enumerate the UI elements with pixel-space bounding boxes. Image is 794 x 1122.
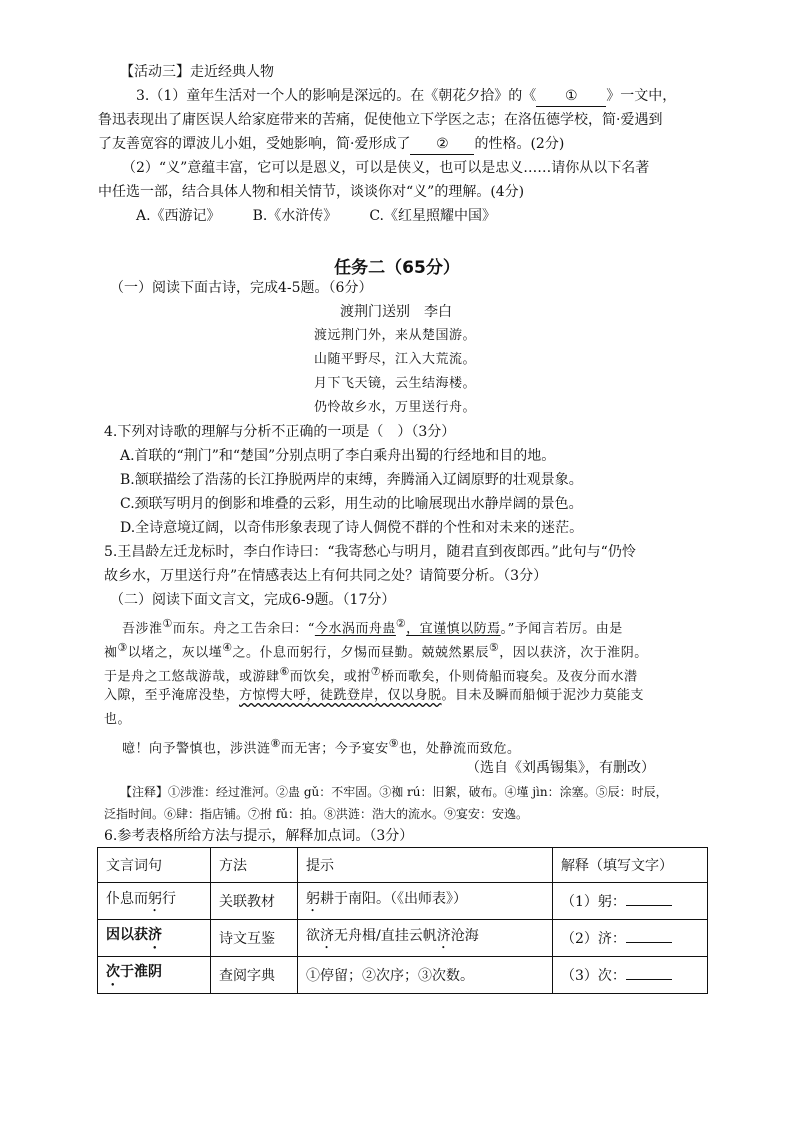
row3-phrase: 次于淮阴 <box>98 957 211 994</box>
task2-title: 任务二（65分） <box>334 258 460 278</box>
note-ref: ⑦ <box>370 665 381 678</box>
row2-hint: 欲济无舟楫/直挂云帆济沧海 <box>298 920 553 957</box>
q3-1-text-a: 3.（1）童年生活对一个人的影响是深远的。在《朝花夕拾》的《 <box>136 88 537 104</box>
blank-2[interactable]: ② <box>410 134 474 155</box>
poem-line-1: 渡远荆门外，来从楚国游。 <box>314 328 477 343</box>
table-row <box>98 920 708 957</box>
note-ref: ② <box>395 617 407 630</box>
notes-line2: 泛指时间。⑥肆：指店铺。⑦拊 fǔ：拍。⑧洪涟：浩大的流水。⑨宴安：安逸。 <box>104 807 528 821</box>
option-a[interactable]: A.《西游记》 <box>136 208 221 224</box>
poem-line-2: 山随平野尽，江入大荒流。 <box>314 352 477 367</box>
blank-1[interactable]: ① <box>536 86 606 107</box>
poem-author: 李白 <box>424 304 452 320</box>
option-c[interactable]: C.《红星照耀中国》 <box>369 208 496 224</box>
row2-method: 诗文互鉴 <box>211 920 298 957</box>
prose-p2 <box>122 734 520 759</box>
prose-text: 而无害；今予宴安 <box>280 741 389 757</box>
q3-1-line3 <box>98 134 564 155</box>
header-hint: 提示 <box>298 848 553 883</box>
q4-option-c[interactable]: C.颈联写明月的倒影和堆叠的云彩，用生动的比喻展现出水静岸阔的景色。 <box>120 496 583 512</box>
q5-line2: 故乡水，万里送行舟”在情感表达上有何共同之处？请简要分析。（3分） <box>104 568 548 584</box>
prose-text: 噫！向予警慎也，涉洪涟 <box>122 741 271 757</box>
q5-line1: 5.王昌龄左迁龙标时，李白作诗曰：“我寄愁心与明月，随君直到夜郎西。”此句与“仍怜 <box>104 544 636 560</box>
note-ref: ⑧ <box>270 737 281 750</box>
option-b[interactable]: B.《水浒传》 <box>252 208 338 224</box>
row3-hint: ①停留；②次序；③次数。 <box>298 957 553 994</box>
table-row <box>98 883 708 920</box>
q3-1-text-c: 了友善宽容的谭波儿小姐，受她影响，简·爱形成了 <box>98 136 411 152</box>
note-ref: ⑥ <box>279 665 290 678</box>
q6-stem: 6.参考表格所给方法与提示，解释加点词。（3分） <box>104 828 414 844</box>
prose-p1-line3 <box>104 662 637 687</box>
table-row <box>98 957 708 994</box>
note-ref: ① <box>162 617 173 630</box>
notes-line1: 【注释】①涉淮：经过淮河。②蛊 gǔ：不牢固。③袽 rú：旧絮，破布。④墐 jìn：涂塞。⑤辰：时辰， <box>120 785 668 799</box>
row2-answer[interactable]: （2）济： <box>553 920 708 957</box>
note-ref: ⑤ <box>488 641 500 654</box>
header-answer: 解释（填写文字） <box>553 848 708 883</box>
underlined-sentence: 今水涡而舟蛊 <box>314 621 396 637</box>
row3-answer[interactable]: （3）次： <box>553 957 708 994</box>
prose-text: 而东。舟之工告余曰：“ <box>172 621 315 637</box>
prose-p1-line4 <box>104 686 644 706</box>
header-phrase: 文言词句 <box>98 848 211 883</box>
row1-answer[interactable]: （1）躬： <box>553 883 708 920</box>
prose-text: ，因以获济，次于淮阴。 <box>499 645 648 661</box>
answer-blank[interactable] <box>626 928 672 943</box>
prose-source: （选自《刘禹锡集》，有删改） <box>466 760 655 776</box>
q3-1-text-b: 》一文中， <box>606 88 677 104</box>
poem-line-3: 月下飞天镜，云生结海楼。 <box>314 376 477 391</box>
row1-phrase: 仆息而躬行 <box>98 883 211 920</box>
prose-text: 而饮矣，或拊 <box>289 669 371 685</box>
answer-blank[interactable] <box>626 891 672 906</box>
row3-method: 查阅字典 <box>211 957 298 994</box>
q3-2-line2: 中任选一部，结合具体人物和相关情节，谈谈你对“义”的理解。(4分) <box>98 184 525 200</box>
prose-text: 桥而歌矣，仆则倚船而寝矣。及夜分而水潜 <box>380 669 638 685</box>
q4-option-b[interactable]: B.颔联描绘了浩荡的长江挣脱两岸的束缚，奔腾涌入辽阔原野的壮观景象。 <box>120 472 583 488</box>
answer-blank[interactable] <box>626 965 672 980</box>
q3-2-line1: （2）“义”意蕴丰富，它可以是恩义，可以是侠义，也可以是忠义……请你从以下名著 <box>122 160 650 176</box>
q4-option-a[interactable]: A.首联的“荆门”和“楚国”分别点明了李白乘舟出蜀的行经地和目的地。 <box>120 448 556 464</box>
row1-method: 关联教材 <box>211 883 298 920</box>
q4-option-d[interactable]: D.全诗意境辽阔，以奇伟形象表现了诗人倜傥不群的个性和对未来的迷茫。 <box>120 520 584 536</box>
poem-heading <box>340 302 452 322</box>
prose-p1-line2 <box>104 638 648 663</box>
prose-text: 。”予闻言若厉。由是 <box>500 621 623 637</box>
table-header-row <box>98 848 708 883</box>
prose-text: 吾涉淮 <box>122 621 163 637</box>
q6-table <box>97 847 708 994</box>
prose-p1-line5: 也。 <box>104 712 132 727</box>
poem-line-4: 仍怜故乡水，万里送行舟。 <box>314 400 477 415</box>
note-ref: ④ <box>222 641 233 654</box>
row1-hint: 躬耕于南阳。（《出师表》） <box>298 883 553 920</box>
row2-phrase: 因以获济 <box>98 920 211 957</box>
prose-text: 之。仆息而躬行，夕惕而昼勤。兢兢然累辰 <box>232 645 489 661</box>
prose-text: 入隙，至乎淹席没垫， <box>104 688 240 703</box>
prose-text: 以堵之，灰以墐 <box>127 645 223 661</box>
header-method: 方法 <box>211 848 298 883</box>
q3-1-text-d: 的性格。(2分) <box>474 136 565 152</box>
q3-options <box>136 206 496 226</box>
wavy-underlined-sentence: 方惊愕大呼，徒跣登岸，仅以身脱 <box>239 688 442 703</box>
note-ref: ③ <box>117 641 128 654</box>
prose-text: 。目未及瞬而船倾于泥沙力莫能支 <box>441 688 645 703</box>
part2-instruction: （二）阅读下面文言文，完成6-9题。（17分） <box>110 592 396 608</box>
poem-title: 渡荆门送别 <box>340 304 410 320</box>
q3-1-line1 <box>136 86 676 107</box>
prose-text: 也，处静流而致危。 <box>398 741 521 757</box>
q3-1-line2: 鲁迅表现出了庸医误人给家庭带来的苦痛，促使他立下学医之志；在洛伍德学校，简·爱遇到 <box>98 112 663 128</box>
prose-text: 袽 <box>104 645 118 661</box>
underlined-sentence: ，宜谨慎以防焉 <box>406 621 501 637</box>
prose-text: 于是舟之工悠哉游哉，或游肆 <box>104 669 280 685</box>
q4-stem: 4.下列对诗歌的理解与分析不正确的一项是（ ）（3分） <box>104 424 456 440</box>
prose-p1-line1 <box>122 614 623 639</box>
part1-instruction: （一）阅读下面古诗，完成4-5题。（6分） <box>110 280 373 296</box>
activity-heading: 【活动三】走近经典人物 <box>120 64 274 80</box>
note-ref: ⑨ <box>388 737 399 750</box>
